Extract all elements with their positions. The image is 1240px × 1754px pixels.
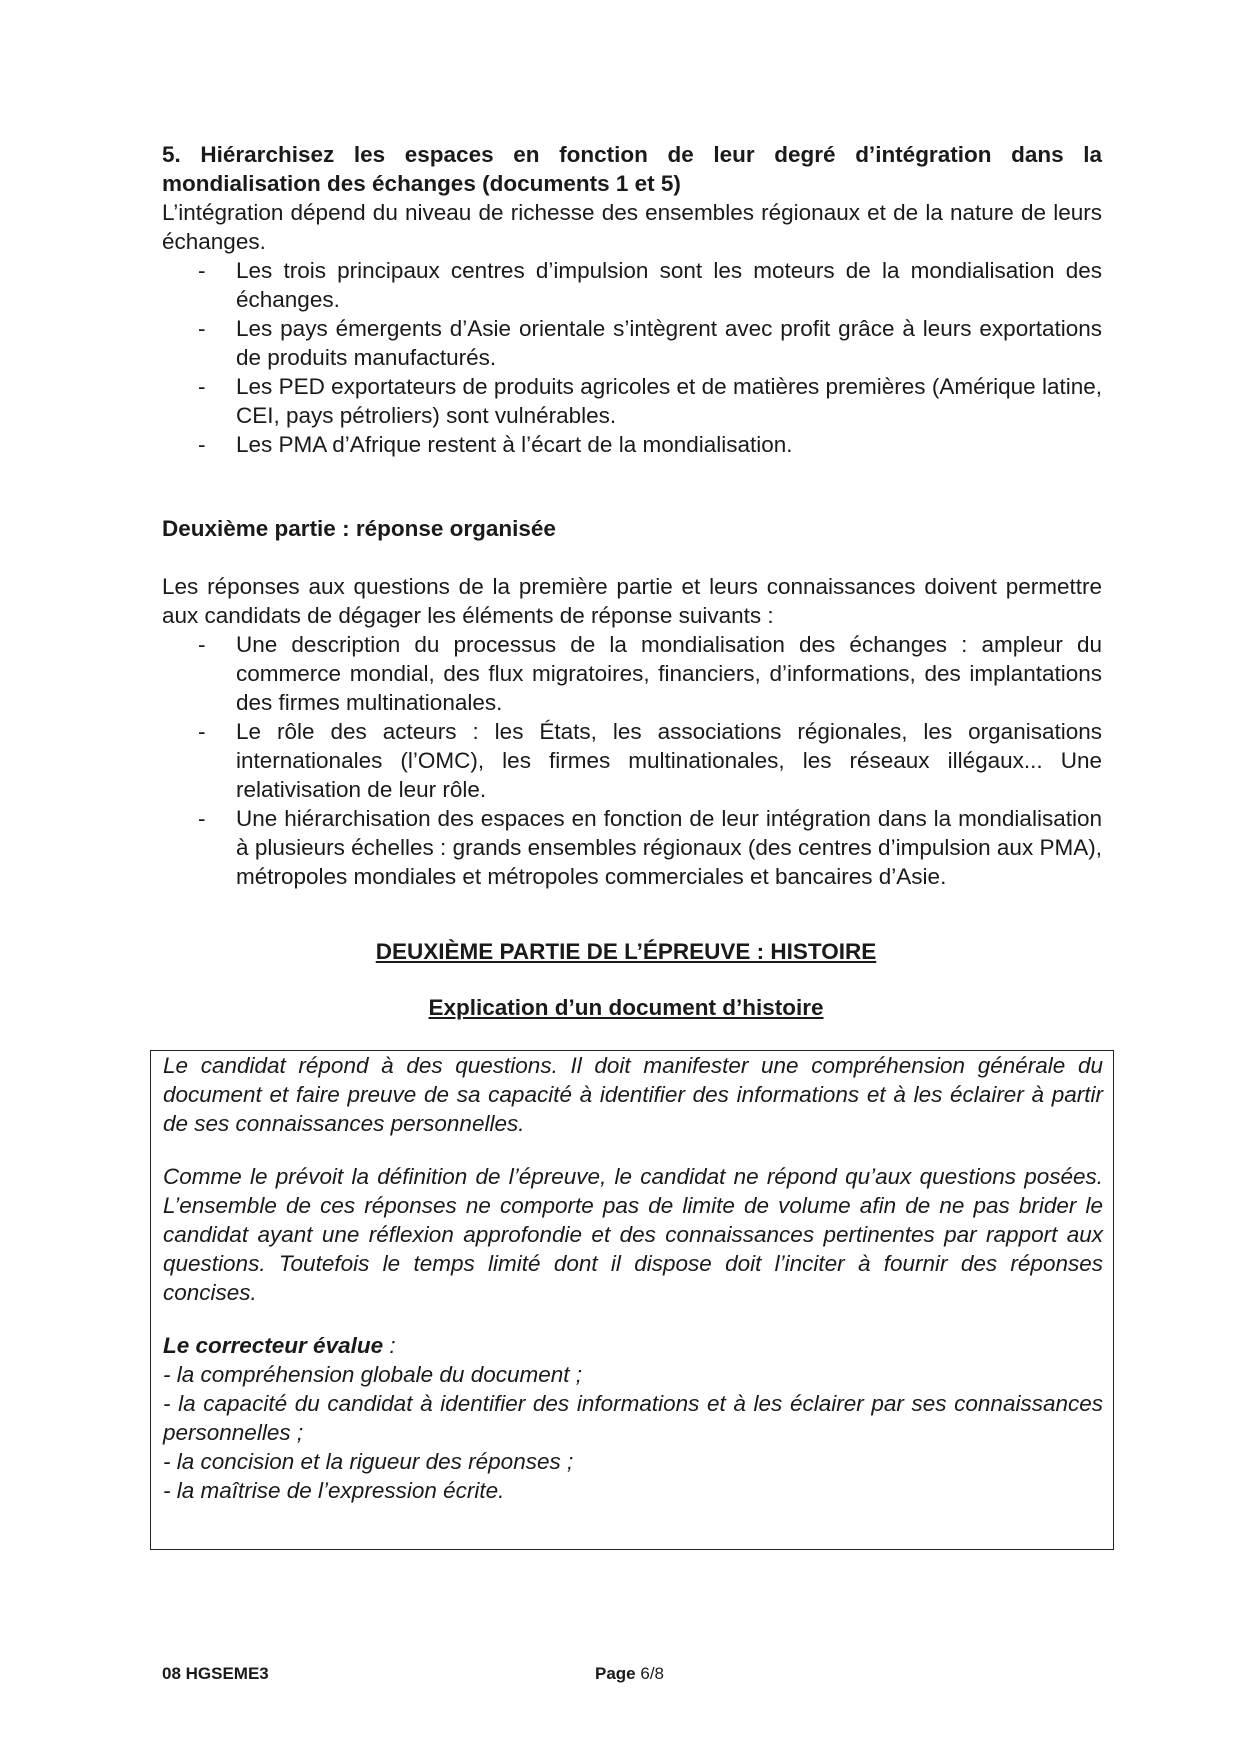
- document-code: 08 HGSEME3: [162, 1664, 269, 1683]
- part2-list: [162, 630, 1102, 891]
- list-item: - Les PMA d’Afrique restent à l’écart de la mondialisation.: [198, 432, 793, 457]
- box-paragraph-1: Le candidat répond à des questions. Il doit manifester une compréhension générale du document et faire preuve de sa capacité à identifier des informations et à les éclairer à partir de ses connaissances personnelles.: [163, 1053, 1103, 1136]
- instructions-box: [150, 1050, 1114, 1550]
- histoire-subheading: Explication d’un document d’histoire: [428, 995, 824, 1020]
- page-label: Page: [595, 1664, 636, 1683]
- list-item: - la capacité du candidat à identifier des informations et à les éclairer par ses connaissances personnelles ;: [163, 1391, 1103, 1445]
- list-item: - Les pays émergents d’Asie orientale s’intègrent avec profit grâce à leurs exportations de produits manufacturés.: [198, 316, 1102, 370]
- list-item: - Les PED exportateurs de produits agricoles et de matières premières (Amérique latine, CEI, pays pétroliers) sont vulnérables.: [198, 374, 1102, 428]
- part2-intro: Les réponses aux questions de la première partie et leurs connaissances doivent permettre aux candidats de dégager les éléments de réponse suivants :: [162, 574, 1102, 628]
- question-5-intro: L’intégration dépend du niveau de richesse des ensembles régionaux et de la nature de leurs échanges.: [162, 200, 1102, 254]
- page-indicator: [595, 1663, 664, 1685]
- question-5-list: [162, 256, 1102, 459]
- list-item: - Le rôle des acteurs : les États, les associations régionales, les organisations internationales (l’OMC), les firmes multinationales, les réseaux illégaux... Une relativisation de leur rôle.: [198, 719, 1102, 802]
- box-paragraph-2: Comme le prévoit la définition de l’épreuve, le candidat ne répond qu’aux questions posées. L’ensemble de ces réponses ne comporte pas de limite de volume afin de ne pas brider le candidat ayant une réflexion approfondie et des connaissances pertinentes par rapport aux questions. Toutefois le temps limité dont il dispose doit l’inciter à fournir des réponses concises.: [163, 1164, 1103, 1305]
- question-5-title: 5. Hiérarchisez les espaces en fonction de leur degré d’intégration dans la mondialisation des échanges (documents 1 et 5): [162, 142, 1102, 196]
- list-item: - Une hiérarchisation des espaces en fonction de leur intégration dans la mondialisation à plusieurs échelles : grands ensembles régionaux (des centres d’impulsion aux PMA), métropoles mondiales et métropoles commerciales et bancaires d’Asie.: [198, 806, 1102, 889]
- evaluator-heading: Le correcteur évalue :: [163, 1333, 396, 1358]
- list-item: - Les trois principaux centres d’impulsion sont les moteurs de la mondialisation des échanges.: [198, 258, 1102, 312]
- list-item: - Une description du processus de la mondialisation des échanges : ampleur du commerce mondial, des flux migratoires, financiers, d’informations, des implantations des firmes multinationales.: [198, 632, 1102, 715]
- evaluator-label: Le correcteur évalue: [163, 1333, 384, 1358]
- list-item: - la compréhension globale du document ;: [163, 1362, 583, 1387]
- list-item: - la maîtrise de l’expression écrite.: [163, 1478, 505, 1503]
- list-item: - la concision et la rigueur des réponses ;: [163, 1449, 574, 1474]
- part2-heading: Deuxième partie : réponse organisée: [162, 516, 556, 541]
- page-number: 6/8: [640, 1664, 665, 1683]
- evaluator-criteria: [163, 1360, 1103, 1505]
- histoire-heading: DEUXIÈME PARTIE DE L’ÉPREUVE : HISTOIRE: [375, 939, 877, 964]
